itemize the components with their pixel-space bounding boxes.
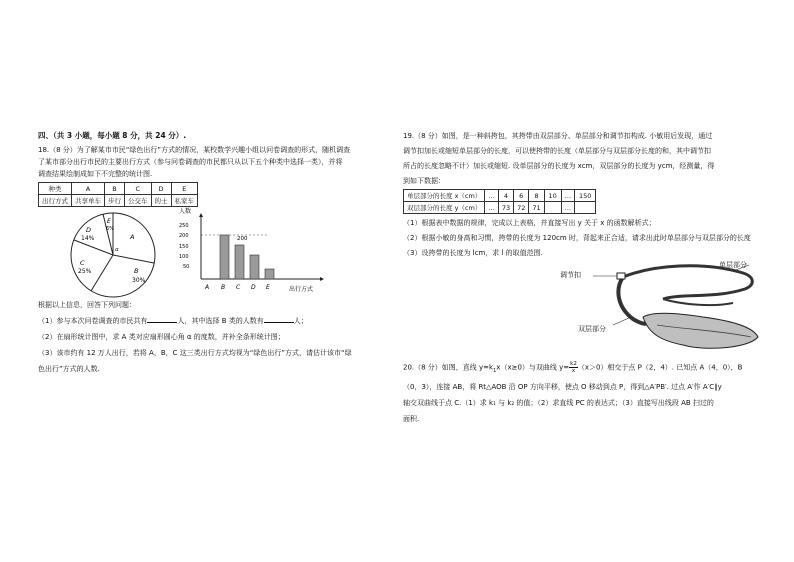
pie-pct-e: 6% [106,226,114,232]
q18-figures [38,207,393,299]
q19-stem-line4: 到如下数据： [403,177,445,185]
table-cell: 的士 [151,195,171,207]
bar-ylabel: 人数 [179,208,192,215]
fraction [569,361,578,374]
subscript: 1 [493,367,497,374]
pie-label-c: C [80,259,85,267]
q19-part1: （1）根据表中数据的规律，完成以上表格，并直接写出 y 关于 x 的函数解析式； [403,219,656,227]
label-double-layer: 双层部分 [578,325,606,333]
table-cell: 6 [514,190,529,202]
table-cell: … [485,190,499,202]
pie-label-b: B [134,267,139,275]
bar-xtick: B [221,284,226,291]
bar-b [220,235,229,279]
bar-xtick: A [205,284,210,291]
left-column [38,130,393,375]
clasp-icon [617,273,625,279]
table-cell: B [105,183,125,195]
table-cell: 4 [498,190,513,202]
label-clasp: 调节扣 [560,271,581,279]
table-cell: E [171,183,198,195]
bag-body [643,313,758,348]
q20-line1 [403,361,768,377]
table-row [404,190,596,202]
table-cell-blank[interactable] [544,202,561,214]
q20-line4: 面积. [403,414,420,423]
pie-pct-c: 25% [78,268,92,275]
table-cell: … [485,202,499,214]
q18-stem-line1: 18.（8 分）为了解某市市民“绿色出行”方式的情况，某校数学兴趣小组以问卷调查的形式，随机调查 [38,146,351,154]
answer-blank[interactable] [264,315,294,323]
bar-ytick: 50 [183,264,190,270]
bag-illustration [583,259,783,355]
table-cell: D [151,183,171,195]
bar-xlabel: 出行方式 [289,286,314,293]
q18-part1-text-c: 人； [293,317,308,325]
q18-part2: （2）在扇形统计图中，求 A 类对应扇形圆心角 α 的度数，并补全条形统计图； [38,333,285,341]
pie-chart [48,207,178,302]
q19-figure [403,259,768,355]
pie-divider [74,240,113,255]
table-cell: 公交车 [125,195,152,207]
x-arrow-icon [320,277,324,281]
q18-part1-text-b: 人，其中选择 B 类的人数有 [177,317,264,325]
section-heading: 四、（共 3 小题，每小题 8 分，共 24 分）. [38,131,187,140]
pie-label-a: A [130,233,135,241]
q18-category-table [38,182,198,207]
q18-prompt: 根据以上信息，回答下列问题： [38,301,136,309]
table-cell: 种类 [39,183,72,195]
table-cell: 出行方式 [39,195,72,207]
fraction-numerator: k2 [570,361,577,367]
q20-text-b: x（x≥0）与双曲线 y= [496,363,570,372]
q19-part2 [403,232,768,244]
table-row [404,202,596,214]
pie-angle-alpha: α [115,247,119,253]
pie-label-e: E [107,218,111,225]
pie-divider [113,255,154,263]
q20-text-c: （x＞0）相交于点 P（2，4）. 已知点 A（4，0），B [577,363,743,372]
q19-part2-end: 部分的长度 [715,234,751,242]
y-arrow-icon [199,213,203,217]
pie-label-d: D [86,226,92,234]
table-cell: … [561,190,575,202]
bar-data-label: 200 [237,236,248,242]
q19-stem-line3: 所占的长度忽略不计）加长或缩短. 设单层部分的长度为 xcm，双层部分的长度为 ycm，经测量，得 [403,162,715,170]
q19-part3: （3）设挎带的长度为 lcm，求 l 的取值范围. [403,249,543,257]
bar-ytick: 200 [179,233,189,239]
q20-line2: （0，3），连接 AB，将 Rt△AOB 沿 OP 方向平移，使点 O 移动到点 P，得到△A′PB′. 过点 A′作 A′C∥y [403,382,722,391]
q18-part1 [38,315,393,327]
bar-d [250,255,259,279]
q18-part3-line1: （3）该市约有 12 万人出行，若将 A，B，C 这三类出行方式均视为“绿色出行”方式，请估计该市“绿 [38,349,352,357]
pointer-line [613,317,631,325]
table-cell-blank[interactable] [575,202,596,214]
table-cell: 71 [529,202,544,214]
table-cell: 私家车 [171,195,198,207]
pie-pct-d: 14% [81,235,95,242]
pie-pct-b: 30% [132,277,146,284]
bar-c [235,245,244,279]
table-cell: 步行 [105,195,125,207]
bar-e [265,269,274,279]
bar-ytick: 150 [179,244,189,250]
table-cell: 72 [514,202,529,214]
q20-line3: 轴交双曲线于点 C.（1）求 k₁ 与 k₂ 的值；（2）求直线 PC 的表达式；（3）直接写出线段 AB 扫过的 [403,398,714,407]
bar-xtick: E [266,284,270,291]
q19-part2-text: （2）根据小敏的身高和习惯，挎带的长度为 120cm 时，背起来正合适，请求出此时单层部分与双层 [403,234,716,242]
q19-stem-line2: 调节扣加长或缩短单层部分的长度，可以使挎带的长度（单层部分与双层部分长度的和，其中调节扣 [403,147,711,155]
q19-stem-line1: 19.（8 分）如图，是一种斜挎包，其挎带由双层部分、单层部分和调节扣构成. 小敏用后发现，通过 [403,132,713,140]
right-column [403,130,768,425]
table-cell: 73 [498,202,513,214]
bar-ytick: 250 [179,223,189,229]
q20-text-a: 20.（8 分）如图，直线 y=k [403,363,494,372]
q18-stem-line2: 了某市部分出行市民的主要出行方式（参与问卷调查的市民都只从以下五个种类中选择一类），并将 [38,158,343,166]
q18-part3-line2: 色出行”方式的人数. [38,365,100,373]
bar-xtick: D [251,284,256,291]
q19-data-table [403,189,596,214]
strap-inner [663,299,733,305]
table-cell: 150 [575,190,596,202]
q18-stem-line3: 调查结果绘制成如下不完整的统计图. [38,170,153,178]
table-cell: 单层部分的长度 x（cm） [404,190,485,202]
fraction-denominator: x [571,368,576,374]
label-single-layer: 单层部分 [719,261,747,269]
table-row [39,183,198,195]
table-cell: 8 [529,190,544,202]
table-cell: … [561,202,575,214]
table-cell: C [125,183,152,195]
bar-xtick: C [236,284,241,291]
table-cell: 10 [544,190,561,202]
pie-divider [91,255,113,291]
q18-part1-text-a: （1）参与本次问卷调查的市民共有 [38,317,148,325]
table-cell: 共享单车 [72,195,105,207]
bar-ytick: 100 [179,254,189,260]
table-cell: 双层部分的长度 y（cm） [404,202,485,214]
bar-chart [173,205,333,300]
table-cell: A [72,183,105,195]
answer-blank[interactable] [147,315,177,323]
